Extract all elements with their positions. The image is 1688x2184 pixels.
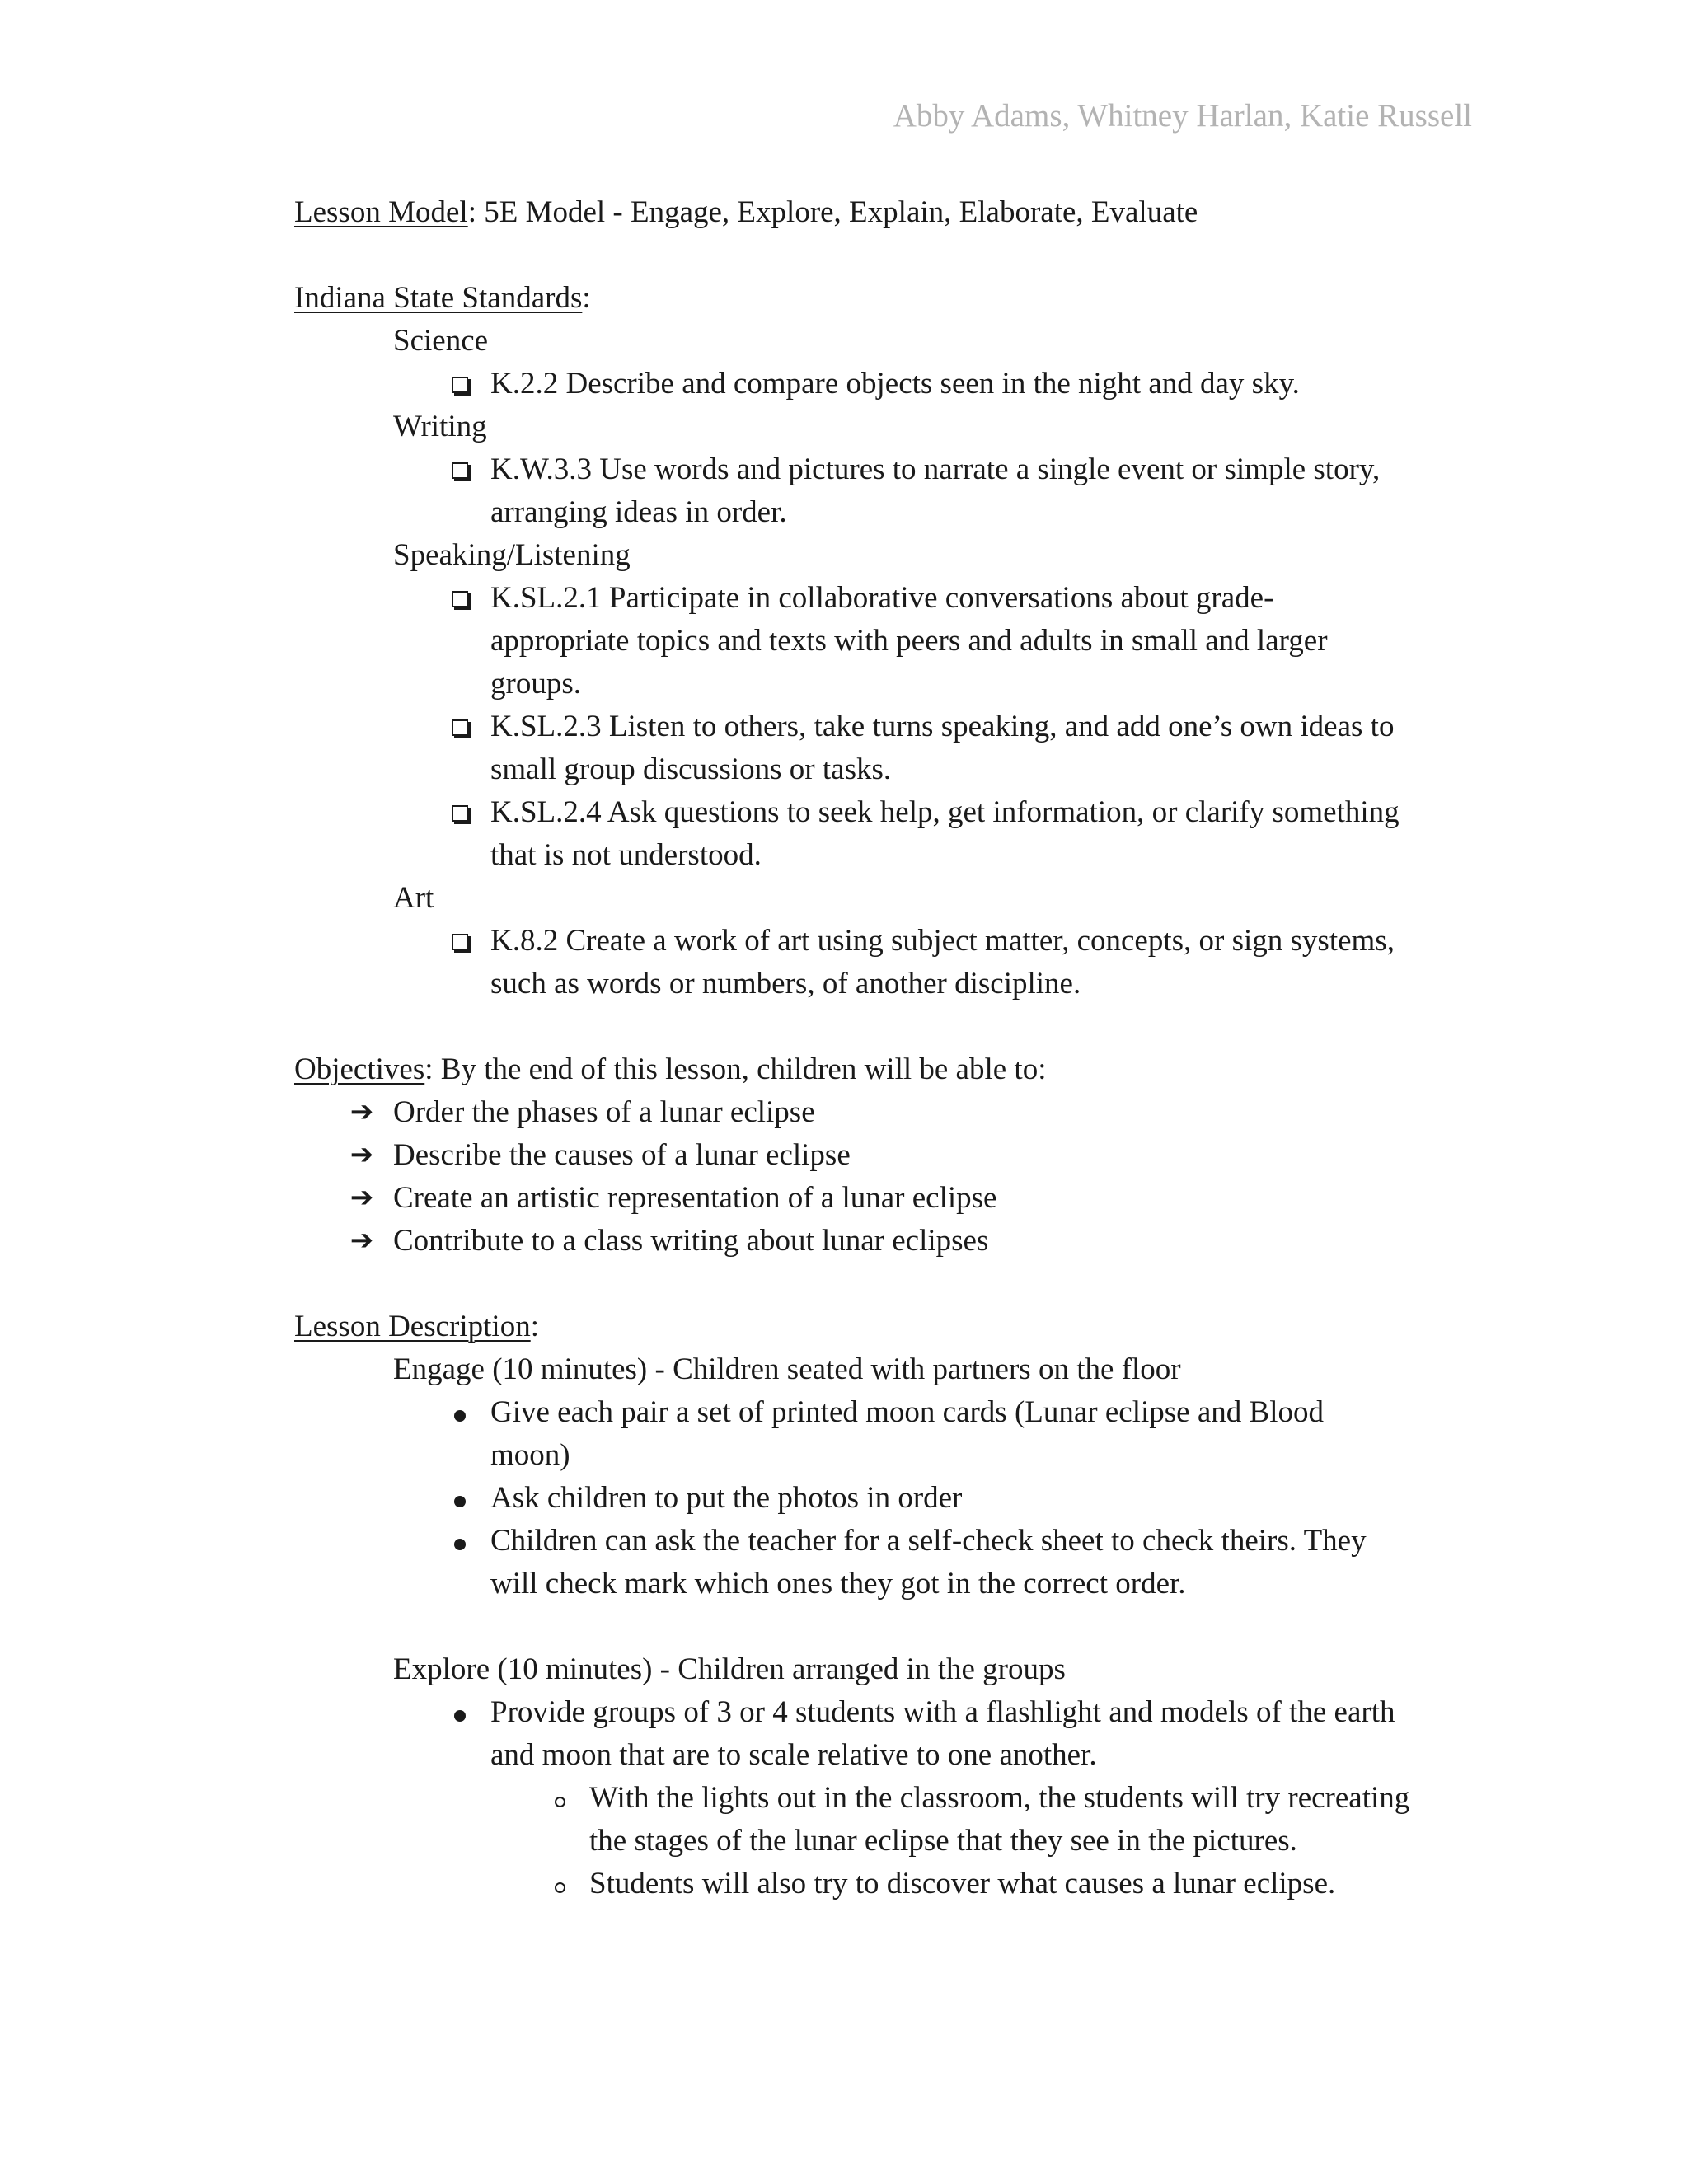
document-body [294,191,1465,1905]
checkbox-icon [452,719,468,736]
checkbox-icon [452,934,468,950]
engage-heading: Engage (10 minutes) - Children seated with partners on the floor [393,1352,1181,1386]
standard-item: K.SL.2.4 Ask questions to seek help, get information, or clarify something that is not understood. [294,791,1465,877]
bullet-icon [454,1410,466,1422]
engage-item: Ask children to put the photos in order [294,1477,1465,1520]
objective-item: ➔ Order the phases of a lunar eclipse [294,1091,1465,1134]
checkbox-icon [452,805,468,822]
objectives-label: Objectives [294,1052,425,1086]
explore-item: Provide groups of 3 or 4 students with a flashlight and models of the earth and moon that are to scale relative to one another. [294,1691,1465,1777]
standards-label: Indiana State Standards [294,281,583,315]
standard-item: K.8.2 Create a work of art using subject matter, concepts, or sign systems, such as words or numbers, of another discipline. [294,920,1465,1005]
lesson-model-text: : 5E Model - Engage, Explore, Explain, Elaborate, Evaluate [467,195,1198,229]
objective-item: ➔ Contribute to a class writing about lunar eclipses [294,1220,1465,1263]
checkbox-icon [452,377,468,393]
spacer [294,1005,1465,1048]
spacer [294,234,1465,277]
lesson-model-label: Lesson Model [294,195,468,229]
bullet-icon [454,1710,466,1722]
standard-speaking-heading: Speaking/Listening [393,538,631,572]
bullet-icon [454,1539,466,1550]
objective-item: ➔ Describe the causes of a lunar eclipse [294,1134,1465,1177]
engage-item: Give each pair a set of printed moon cards (Lunar eclipse and Blood moon) [294,1391,1465,1477]
standard-science-heading: Science [393,324,489,358]
lesson-description-heading: Lesson Description: [294,1310,539,1343]
standard-item: K.SL.2.3 Listen to others, take turns speaking, and add one’s own ideas to small group discussions or tasks. [294,705,1465,791]
arrow-right-icon: ➔ [349,1183,374,1213]
standard-art-heading: Art [393,881,434,915]
engage-item: Children can ask the teacher for a self-check sheet to check theirs. They will check mark which ones they got in the correct order. [294,1520,1465,1605]
objectives-intro: : By the end of this lesson, children will be able to: [424,1052,1047,1086]
standard-writing-heading: Writing [393,410,487,443]
standard-item: K.W.3.3 Use words and pictures to narrate a single event or simple story, arranging ideas in order. [294,448,1465,534]
lesson-description-label: Lesson Description [294,1310,531,1343]
hollow-bullet-icon [555,1797,565,1807]
spacer [294,1605,1465,1648]
hollow-bullet-icon [555,1882,565,1893]
explore-subitem: With the lights out in the classroom, the students will try recreating the stages of the lunar eclipse that they see in the pictures. [294,1777,1465,1863]
arrow-right-icon: ➔ [349,1097,374,1127]
bullet-icon [454,1496,466,1507]
objectives-heading [294,1048,1465,1091]
explore-heading: Explore (10 minutes) - Children arranged in the groups [393,1652,1066,1686]
authors-header: Abby Adams, Whitney Harlan, Katie Russell [893,98,1472,134]
standard-item: K.2.2 Describe and compare objects seen in the night and day sky. [294,363,1465,405]
arrow-right-icon: ➔ [349,1226,374,1256]
checkbox-icon [452,591,468,607]
lesson-model-line [294,191,1465,234]
checkbox-icon [452,462,468,479]
explore-subitem: Students will also try to discover what causes a lunar eclipse. [294,1863,1465,1905]
spacer [294,1263,1465,1305]
arrow-right-icon: ➔ [349,1140,374,1170]
standard-item: K.SL.2.1 Participate in collaborative conversations about grade- appropriate topics and texts with peers and adults in small and larger groups. [294,577,1465,705]
standards-heading: Indiana State Standards: [294,281,591,315]
objective-item: ➔ Create an artistic representation of a lunar eclipse [294,1177,1465,1220]
